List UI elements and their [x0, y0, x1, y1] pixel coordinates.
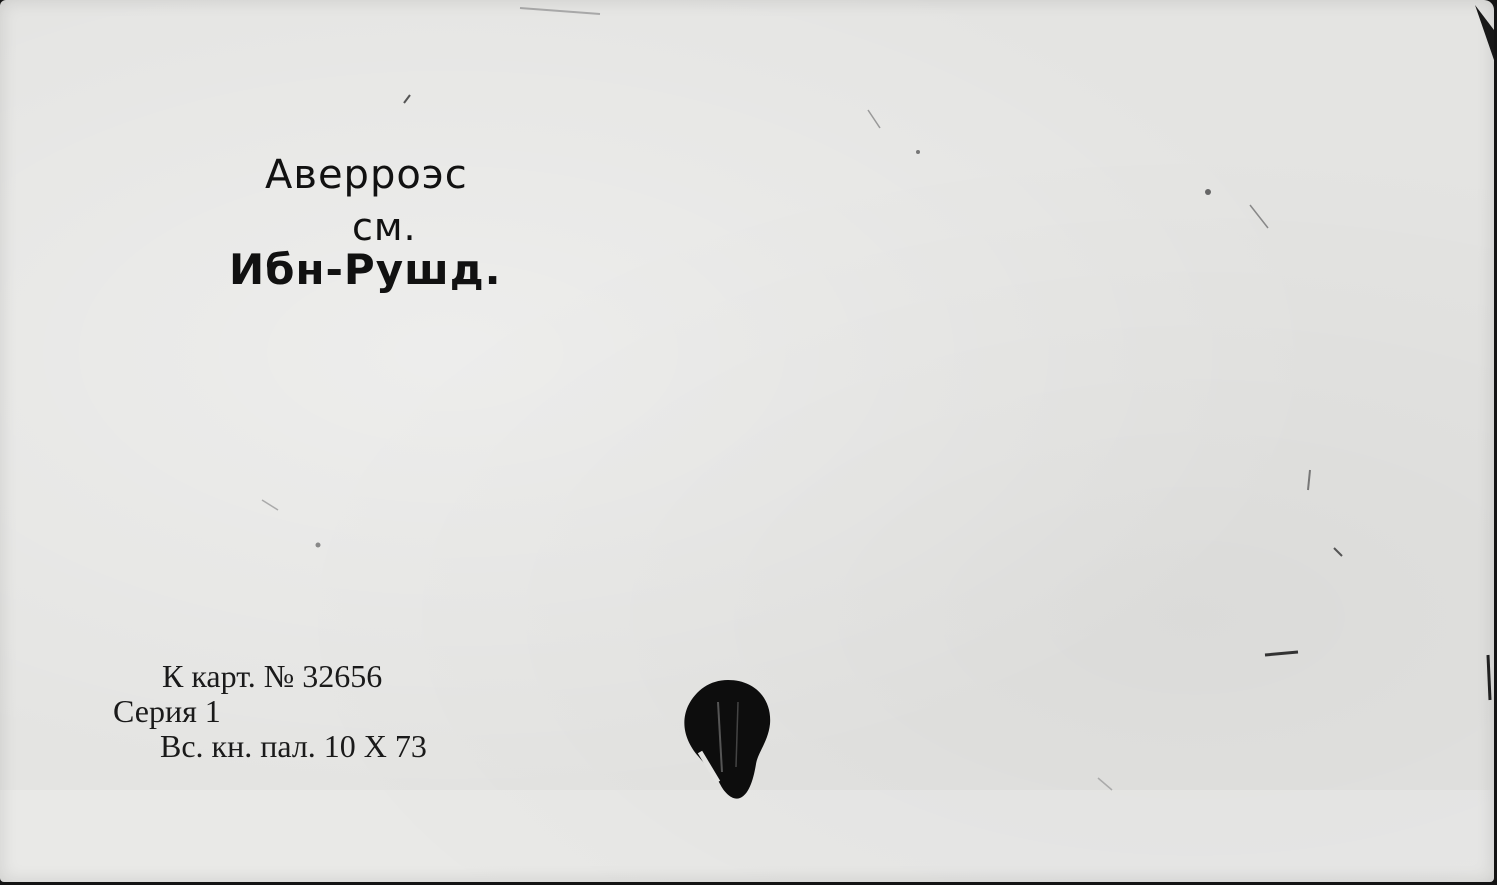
see-reference-label: см.	[352, 205, 417, 249]
see-reference-target: Ибн-Рушд.	[229, 245, 502, 294]
print-info: Вс. кн. пал. 10 Х 73	[160, 728, 427, 764]
punch-hole-icon	[678, 672, 778, 802]
card-series: Серия 1	[113, 693, 221, 729]
card-heading: Аверроэс	[265, 152, 468, 198]
card-number: К карт. № 32656	[162, 658, 383, 694]
